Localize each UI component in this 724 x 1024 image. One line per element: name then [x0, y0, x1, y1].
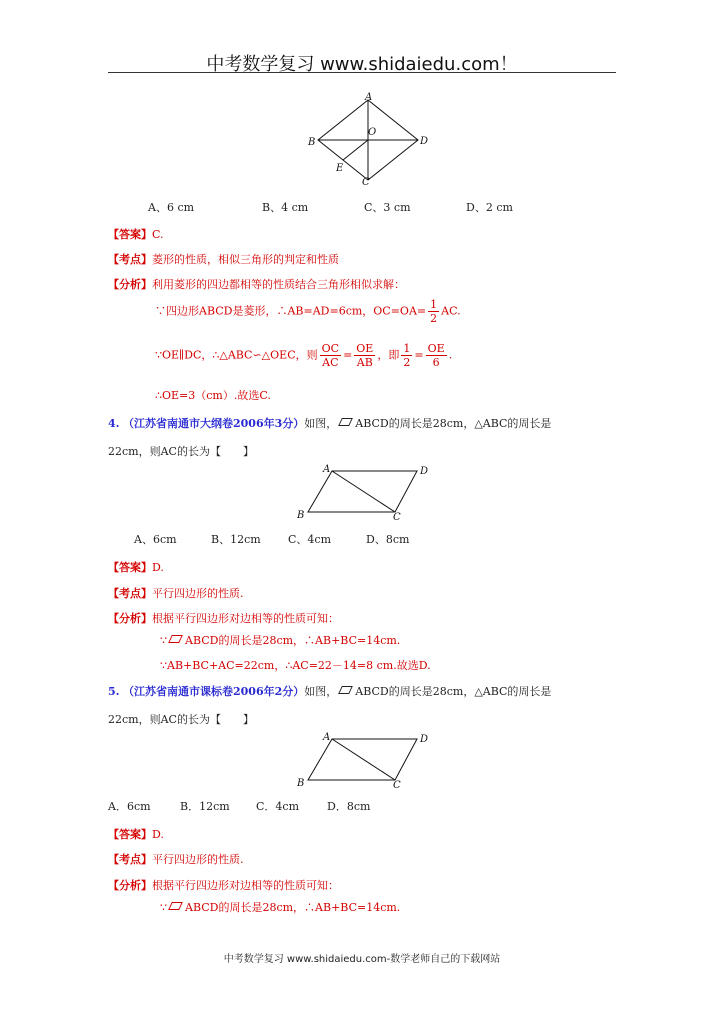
q4-step-1: ∵ ABCD的周长是28cm，∴AB+BC=14cm.: [160, 634, 401, 647]
parallelogram-icon: [168, 902, 183, 910]
q5-question-line-2: 22cm，则AC的长为【 】: [108, 713, 254, 726]
q4-step-2: ∵AB+BC+AC=22cm，∴AC=22－14=8 cm.故选D.: [160, 659, 431, 672]
q3-option-a: A、6 cm: [148, 201, 195, 214]
svg-text:B: B: [297, 778, 305, 789]
q4-option-d: D、8cm: [366, 533, 410, 546]
q4-option-b: B、12cm: [211, 533, 261, 546]
answer-label: 【答案】: [108, 228, 152, 241]
q4-answer: 【答案】D.: [108, 561, 164, 574]
q5-question-line-1: 5. （江苏省南通市课标卷2006年2分）如图， ABCD的周长是28cm，△ABC的周长是: [108, 685, 552, 698]
svg-text:C: C: [393, 780, 401, 790]
parallelogram-icon: [338, 418, 353, 426]
label-d: D: [420, 136, 429, 147]
q5-option-c: C．4cm: [256, 800, 300, 813]
q3-option-d: D、2 cm: [466, 201, 513, 214]
q4-option-c: C、4cm: [288, 533, 332, 546]
header-rule: [108, 72, 616, 73]
parallelogram-figure-q5: [290, 728, 440, 790]
q5-option-a: A．6cm: [108, 800, 151, 813]
q3-fenxi: 【分析】利用菱形的四边都相等的性质结合三角形相似求解：: [108, 278, 405, 291]
q5-step-1: ∵ ABCD的周长是28cm，∴AB+BC=14cm.: [160, 901, 401, 914]
q5-option-b: B．12cm: [180, 800, 230, 813]
page-header-title: 中考数学复习 www.shidaiedu.com！: [206, 54, 518, 75]
label-c: C: [362, 177, 370, 188]
segment-oe: [343, 140, 368, 160]
q3-answer: 【答案】C.: [108, 228, 164, 241]
parallelogram-icon: [338, 686, 353, 694]
svg-text:D: D: [420, 734, 429, 745]
q3-step-2: ∵OE∥DC，∴△ABC∽△OEC，则 $\frac{OC}{AC}$ = $\frac{OE}{AB}$ ，即 $\frac{1}{2}$ = $\frac{OE}{6}$ .: [155, 342, 453, 369]
q4-question-line-2: 22cm，则AC的长为【 】: [108, 445, 254, 458]
parallelogram-figure-q4: [290, 460, 440, 522]
rhombus-figure: [300, 92, 440, 190]
q5-option-d: D．8cm: [327, 800, 371, 813]
svg-text:C: C: [393, 512, 401, 522]
q5-kaodian: 【考点】平行四边形的性质.: [108, 853, 244, 866]
q3-kaodian: 【考点】菱形的性质，相似三角形的判定和性质: [108, 253, 339, 266]
q4-kaodian: 【考点】平行四边形的性质.: [108, 587, 244, 600]
svg-text:D: D: [420, 466, 429, 477]
q3-step-3: ∴OE=3（cm）.故选C.: [155, 389, 271, 402]
svg-text:B: B: [297, 510, 305, 521]
q5-answer: 【答案】D.: [108, 828, 164, 841]
q3-option-b: B、4 cm: [262, 201, 309, 214]
svg-text:A: A: [323, 732, 331, 743]
svg-text:A: A: [323, 464, 331, 475]
parallelogram-icon: [168, 635, 183, 643]
q4-option-a: A、6cm: [134, 533, 177, 546]
label-e: E: [336, 163, 344, 174]
q4-fenxi: 【分析】根据平行四边形对边相等的性质可知：: [108, 612, 339, 625]
q5-fenxi: 【分析】根据平行四边形对边相等的性质可知：: [108, 879, 339, 892]
label-o: O: [368, 127, 377, 138]
q4-question-line-1: 4. （江苏省南通市大纲卷2006年3分）如图， ABCD的周长是28cm，△ABC的周长是: [108, 417, 552, 430]
page-footer: 中考数学复习 www.shidaiedu.com-数学老师自己的下载网站: [223, 954, 501, 965]
label-a: A: [365, 92, 373, 103]
q3-option-c: C、3 cm: [364, 201, 411, 214]
label-b: B: [308, 137, 316, 148]
q3-step-1: ∵四边形ABCD是菱形，∴AB=AD=6cm，OC=OA= $\frac{1}{2}$ AC.: [155, 298, 461, 325]
